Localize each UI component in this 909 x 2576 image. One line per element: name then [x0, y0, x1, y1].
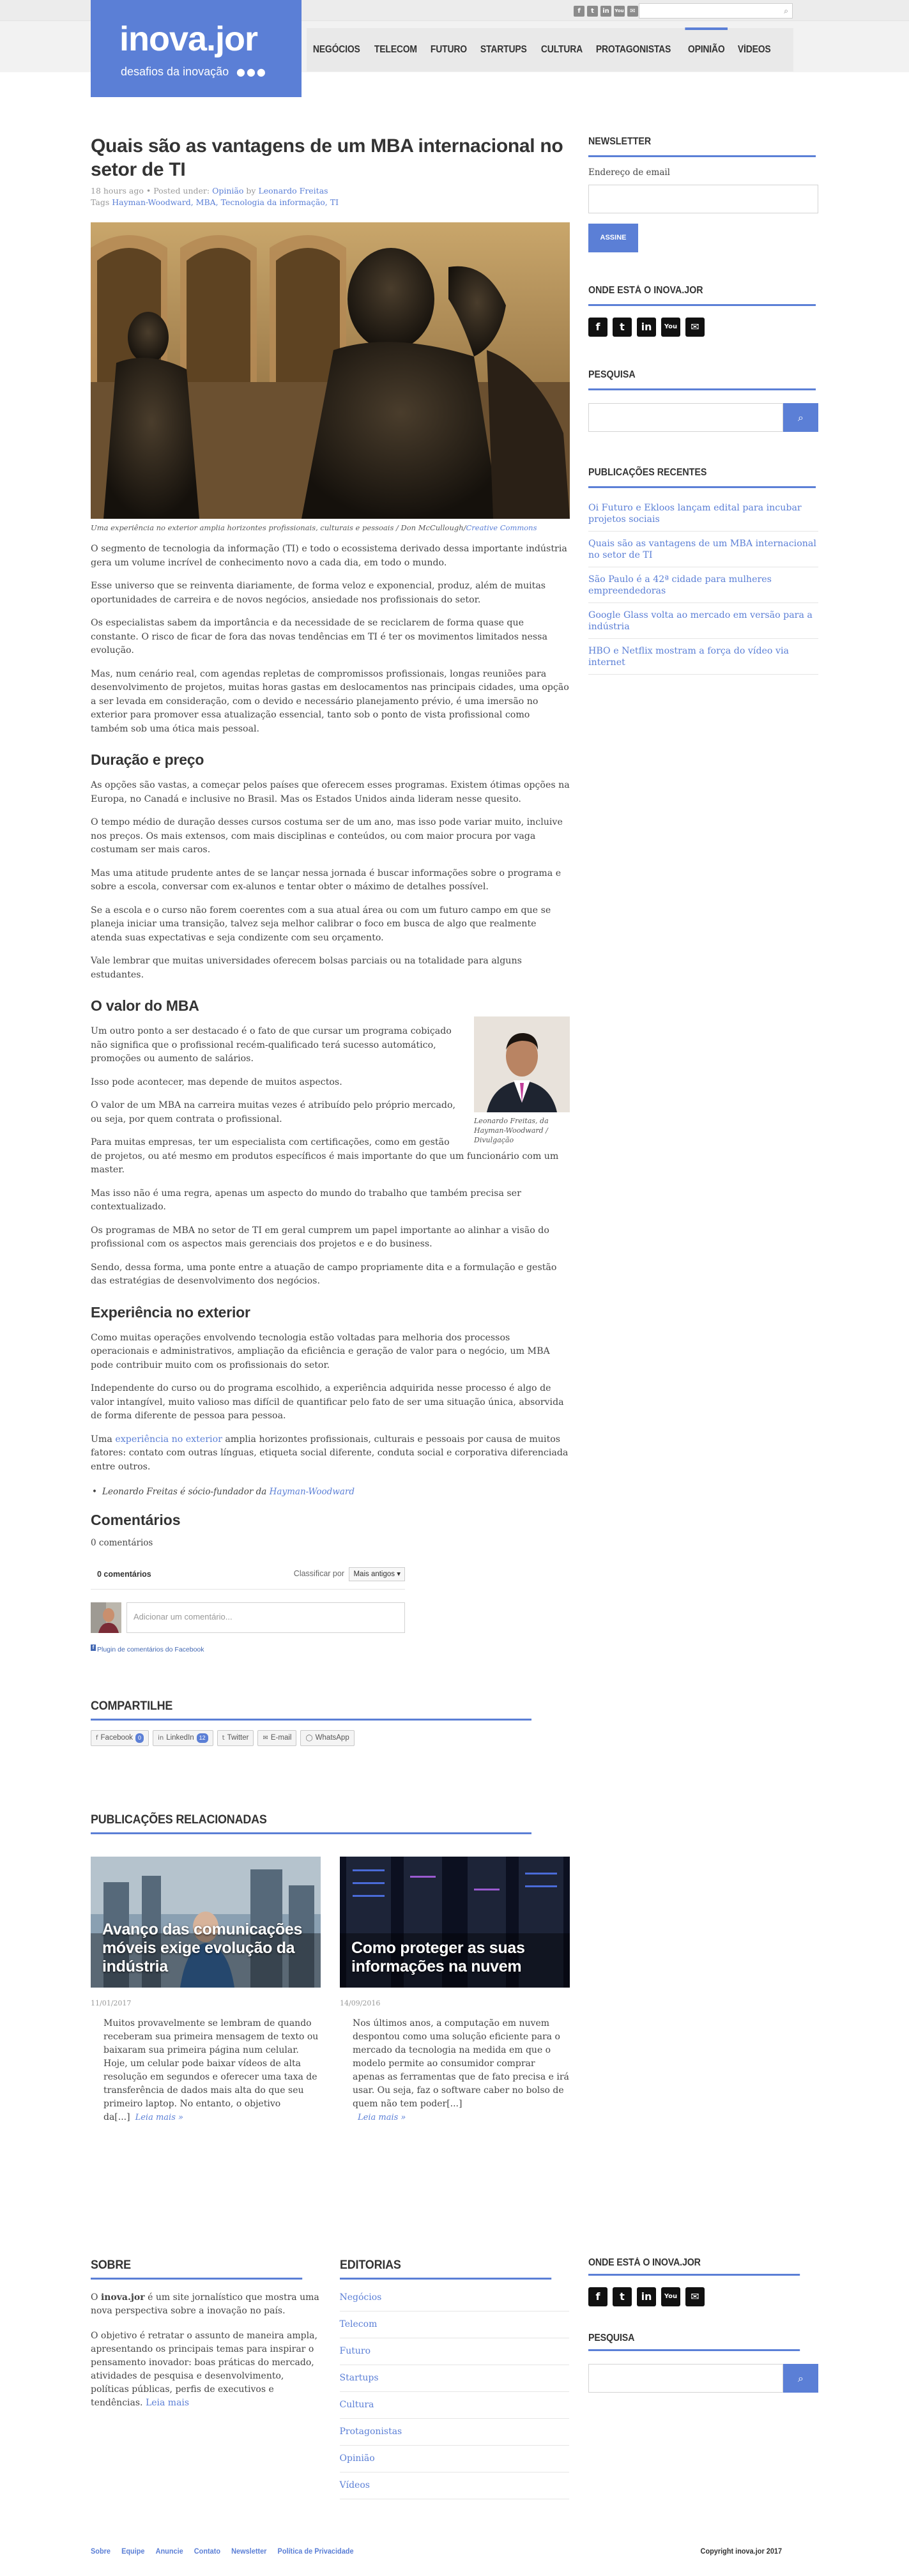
nav-item-videos[interactable]: VÍDEOS [738, 43, 771, 55]
related-excerpt-text: Nos últimos anos, a computação em nuvem despontou como uma solução eficiente para o mercado da tecnologia na medida em que o modelo permite ao consumidor comprar apenas as ferramentas que de fato precisa e irá usar. Ou seja, faz o software caber no bolso de quem não tem poder[...] [353, 2018, 569, 2109]
share-whatsapp-button[interactable] [300, 1730, 354, 1745]
logo-tagline: desafios da inovação [121, 65, 229, 78]
related-card-excerpt [91, 2017, 321, 2124]
fb-comments-bar [91, 1567, 405, 1590]
paragraph: Mas, num cenário real, com agendas repletas de compromissos profissionais, longas reuniões para desenvolvimento de projetos, muitas horas gastas em deslocamentos nas principais cidades, uma opção a ser levada em consideração, com o devido e necessário planejamento prévio, é uma imersão no exterior para promover essa atualização essencial, tanto sob o ponto de vista profissional como também sob uma ótica mais pessoal. [91, 668, 569, 734]
share-facebook-button[interactable] [91, 1730, 149, 1745]
footer-link-contato[interactable]: Contato [194, 2548, 221, 2556]
footer-editoria-link[interactable]: Vídeos [340, 2472, 570, 2499]
fb-comment-composer [91, 1602, 405, 1633]
hero-caption-text: Uma experiência no exterior amplia horizontes profissionais, culturais e pessoais / Don McCullough/ [91, 523, 466, 532]
nav-item-futuro[interactable]: FUTURO [431, 43, 468, 55]
share-label: LinkedIn [166, 1734, 194, 1742]
newsletter-heading: NEWSLETTER [588, 134, 816, 157]
share-buttons [91, 1730, 570, 1745]
footer-editoria-link[interactable]: Opinião [340, 2446, 570, 2472]
article-body [91, 542, 570, 1499]
footer-editoria-link[interactable]: Cultura [340, 2392, 570, 2419]
paragraph: Para muitas empresas, ter um especialista com certificações, como em gestão de projetos, ou até mesmo em produtos específicos é mais importante do que um funcionário com um master. [91, 1137, 559, 1175]
fb-comment-count: 0 comentários [97, 1570, 151, 1579]
section-heading-duracao: Duração e preço [91, 751, 204, 768]
logo-dots: ●●● [236, 66, 267, 78]
facebook-icon: f [96, 1734, 98, 1742]
paragraph: O valor de um MBA na carreira muitas vezes é atribuído pelo próprio mercado, ou seja, por quem contrata o profissional. [91, 1100, 456, 1124]
share-twitter-button[interactable] [217, 1730, 254, 1745]
related-posts [91, 1857, 570, 2124]
facebook-icon[interactable]: f [574, 6, 584, 17]
avatar [91, 1602, 121, 1633]
footer-search-input[interactable] [588, 2364, 783, 2393]
logo-wordmark: inova.jor [119, 20, 258, 58]
where-heading: ONDE ESTÁ O INOVA.JOR [588, 283, 816, 306]
share-count: 0 [135, 1733, 144, 1742]
related-card-image[interactable] [91, 1857, 321, 1988]
read-more-link[interactable]: Leia mais » [358, 2112, 406, 2122]
experiencia-link[interactable]: experiência no exterior [115, 1434, 222, 1445]
footer-editoria-link[interactable]: Telecom [340, 2312, 570, 2338]
fb-sort-dropdown[interactable]: Mais antigos ▾ [349, 1567, 405, 1581]
linkedin-icon[interactable]: in [637, 318, 656, 337]
fb-sort-label: Classificar por [293, 1568, 344, 1578]
author-bio-text: Leonardo Freitas é sócio-fundador da [102, 1487, 267, 1497]
recent-post-link[interactable]: Oi Futuro e Ekloos lançam edital para incubar projetos sociais [588, 496, 818, 532]
footer-about-desc: O objetivo é retratar o assunto de maneira ampla, apresentando os principais temas para inspirar o pensamento inovador: boas práticas do mercado, atividades de pesquisa e desenvolvimento, políticas públicas, perfis de executivos e tendências. [91, 2331, 317, 2409]
nav-item-cultura[interactable]: CULTURA [540, 43, 583, 55]
paragraph: Mas isso não é uma regra, apenas um aspecto do mundo do trabalho que também precisa ser contextualizado. [91, 1188, 521, 1212]
paragraph: Os especialistas sabem da importância e da necessidade de se reciclarem de forma quase que constante. O risco de ficar de fora das novas tendências em TI é ter os movimentos limitados nessa evolução. [91, 618, 547, 656]
footer-sobre-heading: SOBRE [91, 2255, 302, 2280]
related-card-title[interactable]: Como proteger as suas informações na nuvem [351, 1938, 525, 1975]
email-icon: ✉ [263, 1734, 268, 1742]
related-card[interactable] [340, 1857, 570, 2124]
fb-comment-input[interactable]: Adicionar um comentário... [126, 1602, 405, 1633]
paragraph-text: Uma [91, 1434, 112, 1445]
related-card-date: 11/01/2017 [91, 1998, 132, 2007]
footer-where [588, 2255, 818, 2499]
share-email-button[interactable] [257, 1730, 296, 1745]
email-label: Endereço de email [588, 167, 670, 178]
footer-editoria-link[interactable]: Startups [340, 2365, 570, 2392]
footer-where-heading: ONDE ESTÁ O INOVA.JOR [588, 2255, 800, 2276]
footer-read-more-link[interactable]: Leia mais [145, 2398, 190, 2409]
sidebar-search [588, 403, 818, 432]
read-more-link[interactable]: Leia mais » [135, 2112, 183, 2122]
paragraph: Sendo, dessa forma, uma ponte entre a atuação de campo propriamente dita e a formulação e gestão das estratégias de desenvolvimento dos negócios. [91, 1262, 557, 1286]
twitter-icon[interactable]: t [613, 318, 632, 337]
facebook-icon[interactable]: f [588, 2287, 607, 2306]
email-icon[interactable]: ✉ [685, 2287, 705, 2306]
paragraph: O segmento de tecnologia da informação (TI) e todo o ecossistema derivado dessa importante indústria gera um volume incrível de conhecimento novo a cada dia, em todo o mundo. [91, 544, 567, 568]
fb-sort [294, 1567, 405, 1581]
facebook-comments-widget [91, 1567, 405, 1655]
article-meta [91, 185, 570, 208]
youtube-icon[interactable]: You [661, 2287, 680, 2306]
facebook-icon[interactable]: f [588, 318, 607, 337]
portrait-photo [474, 1016, 570, 1112]
recent-post-link[interactable]: Quais são as vantagens de um MBA internacional no setor de TI [588, 532, 818, 567]
youtube-icon[interactable]: You [661, 318, 680, 337]
main-navigation [307, 28, 793, 72]
twitter-icon: t [222, 1734, 225, 1742]
article-time: 18 hours ago [91, 186, 144, 195]
related-card-date: 14/09/2016 [340, 1998, 381, 2007]
nav-item-protagonistas[interactable]: PROTAGONISTAS [595, 43, 671, 55]
paragraph: Os programas de MBA no setor de TI em geral cumprem um papel importante ao alinhar a visão do profissional com os aspectos mais gerenciais dos projetos e e do business. [91, 1225, 549, 1249]
footer-about-post: é um site jornalístico que mostra uma nova perspectiva sobre a inovação no país. [91, 2292, 319, 2317]
paragraph: Isso pode acontecer, mas depende de muitos aspectos. [91, 1077, 342, 1087]
share-count: 12 [197, 1733, 208, 1742]
footer-editorias-list [340, 2285, 570, 2499]
nav-item-negocios[interactable]: NEGÓCIOS [312, 43, 360, 55]
avatar-image [91, 1602, 121, 1633]
article-category-link[interactable]: Opinião [212, 186, 244, 195]
header-search-input[interactable] [639, 3, 793, 19]
paragraph: Independente do curso ou do programa escolhido, a experiência adquirida nesse processo é algo de valor intangível, muito valioso mas difícil de quantificar pelo fato de ser uma situação única, absorvida de forma diferente de pessoa para pessoa. [91, 1383, 564, 1421]
paragraph-text: amplia horizontes profissionais, culturais e pessoais por causa de muitos fatores: contato com outras línguas, etiqueta social diferente, conduta social e corporativa diferenciada entre outros. [91, 1434, 569, 1472]
email-icon[interactable]: ✉ [627, 6, 638, 17]
related-card[interactable] [91, 1857, 321, 2124]
footer-editoria-link[interactable]: Negócios [340, 2285, 570, 2312]
article-posted-label: • Posted under: [146, 186, 210, 195]
footer-link-anuncie[interactable]: Anuncie [155, 2548, 183, 2556]
sidebar [588, 134, 818, 675]
hayman-woodward-link[interactable]: Hayman-Woodward [269, 1487, 355, 1497]
twitter-icon[interactable]: t [613, 2287, 632, 2306]
article-tags-label: Tags [91, 197, 110, 207]
linkedin-icon: in [158, 1734, 164, 1742]
copyright-text: Copyright inova.jor 2017 [700, 2548, 783, 2556]
author-bio-item [91, 1485, 570, 1499]
recent-post-link[interactable]: São Paulo é a 42ª cidade para mulheres empreendedoras [588, 567, 818, 603]
paragraph: Um outro ponto a ser destacado é o fato de que cursar um programa cobiçado não significa que o profissional recém-qualificado terá sucesso automático, promoções ou aumento de salários. [91, 1026, 452, 1064]
footer-bottom-links [91, 2546, 354, 2557]
footer-bottom-bar [91, 2546, 782, 2557]
comments-heading: Comentários [91, 1511, 181, 1528]
portrait-caption: Leonardo Freitas, da Hayman-Woodward / Divulgação [474, 1117, 549, 1144]
twitter-icon[interactable]: t [587, 6, 598, 17]
footer-editorias-heading: EDITORIAS [340, 2255, 551, 2280]
section-heading-valor: O valor do MBA [91, 997, 199, 1014]
paragraph: Vale lembrar que muitas universidades oferecem bolsas parciais ou na totalidade para alguns estudantes. [91, 956, 522, 980]
footer-editorias [340, 2255, 570, 2499]
email-field[interactable] [588, 185, 818, 213]
youtube-icon[interactable]: You [614, 6, 625, 17]
share-label: Facebook [100, 1734, 134, 1742]
fb-plugin-link[interactable]: f Plugin de comentários do Facebook [91, 1644, 405, 1655]
search-button[interactable]: ⌕ [783, 403, 818, 432]
search-heading: PESQUISA [588, 367, 816, 390]
sidebar-social-links [588, 318, 818, 337]
author-portrait [474, 1016, 570, 1145]
recent-heading: PUBLICAÇÕES RECENTES [588, 465, 816, 488]
footer-editoria-link[interactable]: Futuro [340, 2338, 570, 2365]
article-tags-links[interactable]: Hayman-Woodward, MBA, Tecnologia da informação, TI [112, 197, 339, 207]
article-hero-image [91, 222, 570, 519]
paragraph: Esse universo que se reinventa diariamente, de forma veloz e exponencial, produz, além de muitas oportunidades de carreira e de novos negócios, ansiedade nos profissionais do setor. [91, 581, 546, 605]
footer-link-privacidade[interactable]: Política de Privacidade [277, 2548, 354, 2556]
related-card-title[interactable]: Avanço das comunicações móveis exige evolução da indústria [102, 1920, 303, 1975]
footer-about-pre: O [91, 2292, 98, 2303]
share-label: WhatsApp [315, 1734, 349, 1742]
paragraph: As opções são vastas, a começar pelos países que oferecem esses programas. Existem ótimas opções na Europa, no Canadá e inclusive no Brasil. Mas os Estados Unidos ainda lideram nesse quesito. [91, 780, 570, 804]
hero-caption [91, 523, 570, 533]
paragraph: O tempo médio de duração desses cursos costuma ser de um ano, mas isso pode variar muito, incluive nos preços. Os mais extensos, com mais disciplinas e conteúdos, ou com maior procura por vaga costumam ser mais caros. [91, 817, 563, 855]
related-heading: PUBLICAÇÕES RELACIONADAS [91, 1810, 531, 1834]
footer-about-text [91, 2291, 321, 2318]
footer-about-brand: inova.jor [100, 2292, 145, 2303]
paragraph: Como muitas operações envolvendo tecnologia estão voltadas para melhoria dos processos operacionais e administrativos, ampliação da eficiência e geração de valor para o negócio, um MBA pode contribuir muito com os profissionais do setor. [91, 1332, 550, 1370]
recent-post-link[interactable]: Google Glass volta ao mercado em versão para a indústria [588, 603, 818, 639]
nav-item-opiniao[interactable]: OPINIÃO [682, 28, 731, 72]
header-social-links [574, 6, 638, 17]
statue-photo [91, 222, 570, 519]
whatsapp-icon: ◯ [305, 1734, 313, 1742]
nav-item-startups[interactable]: STARTUPS [480, 43, 527, 55]
share-heading: COMPARTILHE [91, 1696, 531, 1721]
paragraph [91, 1433, 570, 1475]
recent-post-link[interactable]: HBO e Netflix mostram a força do vídeo via internet [588, 639, 818, 675]
subscribe-button[interactable]: ASSINE [588, 224, 638, 252]
article-title: Quais são as vantagens de um MBA internacional no setor de TI [91, 135, 563, 180]
footer-search-heading: PESQUISA [588, 2331, 800, 2351]
article-by-label: by [246, 186, 256, 195]
nav-item-telecom[interactable]: TELECOM [374, 43, 417, 55]
related-card-image[interactable] [340, 1857, 570, 1988]
linkedin-icon[interactable]: in [600, 6, 611, 17]
related-card-excerpt [340, 2017, 570, 2124]
footer-editoria-link[interactable]: Protagonistas [340, 2419, 570, 2446]
search-icon[interactable]: ⌕ [784, 6, 788, 15]
section-heading-experiencia: Experiência no exterior [91, 1303, 250, 1321]
footer-about-text [91, 2329, 321, 2410]
footer-link-newsletter[interactable]: Newsletter [231, 2548, 267, 2556]
email-icon[interactable]: ✉ [685, 318, 705, 337]
hero-caption-link[interactable]: Creative Commons [466, 523, 537, 532]
paragraph: Se a escola e o curso não forem coerentes com a sua atual área ou com um futuro campo em que se planeja iniciar uma transição, talvez seja melhor calibrar o foco em busca de algo que realmente atenda suas expectativas e seja condizente com seu orçamento. [91, 905, 551, 943]
footer-social-links [588, 2287, 818, 2306]
footer [91, 2255, 818, 2499]
linkedin-icon[interactable]: in [637, 2287, 656, 2306]
comments-count: 0 comentários [91, 1538, 153, 1549]
footer-link-equipe[interactable]: Equipe [121, 2548, 145, 2556]
site-logo[interactable] [91, 0, 302, 97]
search-input[interactable] [588, 403, 783, 432]
share-label: Twitter [227, 1734, 249, 1742]
main-content [91, 134, 570, 2124]
recent-posts-list [588, 496, 818, 675]
footer-search [588, 2364, 818, 2393]
footer-about [91, 2255, 321, 2499]
author-photo [474, 1016, 570, 1112]
share-linkedin-button[interactable] [153, 1730, 213, 1745]
paragraph: Mas uma atitude prudente antes de se lançar nessa jornada é buscar informações sobre o programa e sobre a escola, conversar com ex-alunos e tentar obter o máximo de detalhes possível. [91, 868, 561, 892]
article-author-link[interactable]: Leonardo Freitas [258, 186, 328, 195]
footer-search-button[interactable]: ⌕ [783, 2364, 818, 2393]
footer-link-sobre[interactable]: Sobre [91, 2548, 111, 2556]
share-label: E-mail [270, 1734, 292, 1742]
related-excerpt-text: Muitos provavelmente se lembram de quando receberam sua primeira mensagem de texto ou baixaram sua primeira página num celular. Hoje, um celular pode baixar vídeos de alta resolução em segundos e oferecer uma taxa de transferência de dados mais alta do que seu primeiro laptop. No entanto, o objetivo da[...] [103, 2018, 319, 2122]
